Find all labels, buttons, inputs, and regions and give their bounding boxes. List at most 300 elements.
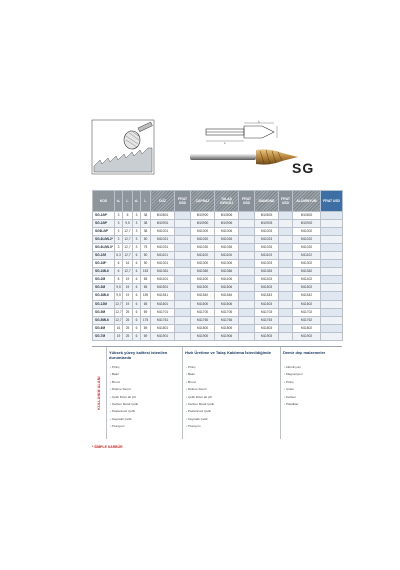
table-cell: 3 [133,228,141,236]
table-cell [175,276,191,284]
table-cell: M11701 [151,308,175,316]
table-cell [239,220,255,228]
table-cell: M11402 [293,276,321,284]
table-cell: 6 [123,212,133,220]
table-cell: M11541 [151,292,175,300]
table-cell [239,268,255,276]
table-cell: M11102 [293,252,321,260]
list-item: • Dökme Demir [110,386,183,393]
table-cell: M10806 [215,212,239,220]
table-cell: M11363 [255,268,279,276]
list-item: • Paslanmaz Çelik [110,408,183,415]
list-item: • Magnezyum [284,371,343,378]
table-cell: M11502 [293,284,321,292]
header-row [93,191,343,212]
table-cell: M11706 [215,308,239,316]
table-cell: M11033 [255,244,279,252]
table-cell: 50 [141,260,151,268]
table-cell: SG-7M [93,332,115,340]
table-cell: M11763 [255,316,279,324]
table-cell: SG-6L/ML2* [93,236,115,244]
dimension-drawing [200,120,280,144]
table-cell: SG-1/M* [93,220,115,228]
table-cell: 3 [133,244,141,252]
spec-table-wrapper [92,190,342,341]
table-row [93,292,343,300]
table-cell: 65 [141,276,151,284]
table-cell: M11366 [215,268,239,276]
table-cell: 38 [141,228,151,236]
list-item: • Çinko [284,386,343,393]
table-cell [175,212,191,220]
table-cell: M11030 [191,244,215,252]
table-cell: 38 [141,220,151,228]
list-item: • Titanyum [186,423,281,430]
table-cell [321,324,343,332]
footnote: * SİMPLE KARBÜR [92,445,123,449]
column-header: ALÜMİNYUM [293,191,321,212]
column-header: l₁ [123,191,133,212]
table-cell: M11403 [255,276,279,284]
list-item: • Bronz [110,379,183,386]
table-row [93,308,343,316]
table-cell: 19 [123,276,133,284]
table-cell: M11036 [215,244,239,252]
table-cell [279,276,293,284]
table-cell: SG-5ML6 [93,316,115,324]
table-cell [321,300,343,308]
table-cell: 12,7 [123,244,133,252]
table-row [93,220,343,228]
table-row [93,228,343,236]
table-cell: M11306 [215,260,239,268]
table-cell: 9,5 [115,292,123,300]
table-row [93,212,343,220]
table-cell: 3 [115,220,123,228]
table-cell [239,252,255,260]
table-cell: 65 [141,300,151,308]
table-cell: 6 [133,284,141,292]
table-cell [321,260,343,268]
table-cell: M10903 [255,220,279,228]
table-row [93,252,343,260]
table-cell: SG-3M [93,284,115,292]
table-cell: M11902 [293,332,321,340]
table-cell [175,284,191,292]
table-cell: 19 [123,300,133,308]
list-item: • Karbon Metal Çelik [110,401,183,408]
table-cell: M11800 [191,324,215,332]
table-cell: SG-3ML6 [93,292,115,300]
table-cell: 8 [115,276,123,284]
table-cell [175,300,191,308]
table-cell: M11906 [215,332,239,340]
table-cell: M11031 [151,244,175,252]
burr-photo [190,146,300,168]
table-cell [239,260,255,268]
table-cell: 175 [141,316,151,324]
table-cell: M11542 [293,292,321,300]
table-cell: M11901 [151,332,175,340]
table-cell: M11760 [191,316,215,324]
table-cell [239,292,255,300]
column-header: DÜZ [151,191,175,212]
table-cell: M11600 [191,300,215,308]
column-header: DIAMOND [255,191,279,212]
table-cell: M11022 [293,236,321,244]
table-cell [321,252,343,260]
table-cell: M11020 [191,236,215,244]
table-cell: M10801 [151,212,175,220]
table-cell [175,316,191,324]
table-cell: 25 [123,308,133,316]
table-row [93,316,343,324]
table-cell: 16 [115,324,123,332]
table-cell: 6 [133,324,141,332]
table-cell: 12,7 [123,268,133,276]
table-cell: M11801 [151,324,175,332]
column-header: FİYAT USD [175,191,191,212]
table-cell: SG-2M [93,276,115,284]
table-cell [239,316,255,324]
table-cell: 69 [141,332,151,340]
table-cell: 6 [115,268,123,276]
table-cell: 16 [123,260,133,268]
table-cell: M11503 [255,284,279,292]
list-item: • Bakır [186,371,281,378]
table-cell: M11803 [255,324,279,332]
list-item: • Bronz [186,379,281,386]
table-cell: 25 [123,324,133,332]
table-cell [175,260,191,268]
table-cell: 69 [141,308,151,316]
table-cell: M11026 [215,236,239,244]
table-cell [321,228,343,236]
table-cell: SG-1/M* [93,212,115,220]
table-cell: M11766 [215,316,239,324]
table-cell: M11802 [293,324,321,332]
table-cell [239,212,255,220]
table-cell [239,276,255,284]
usage-list [183,364,281,431]
table-cell [279,300,293,308]
column-header: ÇAPRAZ [191,191,215,212]
table-cell [175,292,191,300]
table-cell: 19 [123,292,133,300]
table-cell: 6 [133,316,141,324]
table-cell [175,236,191,244]
table-cell [321,244,343,252]
table-cell: SG-1ML6 [93,268,115,276]
table-cell: M10802 [293,212,321,220]
table-cell: M11362 [293,268,321,276]
table-row [93,260,343,268]
table-cell: 6 [133,300,141,308]
table-cell [279,212,293,220]
table-cell: M11406 [215,276,239,284]
usage-column-fast-production [182,347,281,439]
table-cell: 159 [141,292,151,300]
table-cell: 19 [123,284,133,292]
usage-column-title: Demir dışı malzemeler [283,350,326,355]
table-cell: M10902 [293,220,321,228]
table-cell: M11603 [255,300,279,308]
table-cell [175,308,191,316]
table-cell [279,284,293,292]
table-cell [279,236,293,244]
table-cell: M10900 [191,220,215,228]
svg-text:l₂: l₂ [224,140,226,144]
table-cell [279,260,293,268]
table-cell: SG-1/M [93,252,115,260]
table-cell: SG-1M* [93,260,115,268]
table-cell: M11500 [191,284,215,292]
table-cell [321,276,343,284]
table-cell: 75 [141,244,151,252]
table-cell: 12,7 [115,308,123,316]
usage-column-title: Yüksek yüzey kalitesi istenilen durumlarda [109,350,168,360]
table-cell: M11601 [151,300,175,308]
usage-section [92,346,342,439]
table-cell: 38 [141,212,151,220]
table-cell [321,332,343,340]
table-cell: M11023 [255,236,279,244]
table-row [93,332,343,340]
table-cell [239,308,255,316]
table-cell [175,332,191,340]
table-cell: 12,7 [115,316,123,324]
table-cell: 9,5 [115,284,123,292]
table-cell: M11702 [293,308,321,316]
table-cell: M11002 [293,228,321,236]
table-cell [279,268,293,276]
table-cell: M11003 [255,228,279,236]
list-item: • Pirinç [110,364,183,371]
table-cell: M11546 [215,292,239,300]
table-cell: SG-6L/ML3* [93,244,115,252]
table-cell: M11506 [215,284,239,292]
table-cell [321,284,343,292]
table-cell: 6 [133,252,141,260]
table-row [93,268,343,276]
table-cell [239,324,255,332]
table-row [93,244,343,252]
usage-column-high-quality [106,347,183,439]
table-cell: SG-6M [93,324,115,332]
table-cell: M11360 [191,268,215,276]
table-cell: M11300 [191,260,215,268]
column-header: FİYAT USD [279,191,293,212]
table-cell: SG6L/M* [93,228,115,236]
table-cell: M11762 [293,316,321,324]
table-cell: 12,7 [123,228,133,236]
table-cell: 9,5 [123,220,133,228]
table-cell [279,308,293,316]
table-cell [175,220,191,228]
table-cell: M11021 [151,236,175,244]
table-cell: 3 [133,220,141,228]
table-cell [279,220,293,228]
list-item: • Bakır [110,371,183,378]
list-item: • Karbon Metal Çelik [186,401,281,408]
table-cell: M11101 [151,252,175,260]
table-cell: M11106 [215,252,239,260]
table-cell: 6 [133,332,141,340]
table-cell: M11001 [151,228,175,236]
table-cell [175,268,191,276]
usage-side-label [92,347,106,439]
table-cell: 65 [141,284,151,292]
table-cell: M10906 [215,220,239,228]
column-header: l₂ [141,191,151,212]
table-cell: M11400 [191,276,215,284]
table-cell: M11006 [215,228,239,236]
list-item: • Kaynaklı Çelik [186,416,281,423]
table-cell [239,332,255,340]
svg-text:l₁: l₁ [258,120,260,124]
list-item: • Kaynaklı Çelik [110,416,183,423]
table-cell: 3 [115,212,123,220]
list-item: • Plastikler [284,401,343,408]
table-cell: M11806 [215,324,239,332]
table-cell: 12,7 [115,300,123,308]
table-cell [321,268,343,276]
table-cell [239,228,255,236]
usage-list [281,364,343,408]
table-cell: SG-5M [93,308,115,316]
usage-list [107,364,183,431]
table-cell: M11900 [191,332,215,340]
table-cell: 25 [123,316,133,324]
list-item: • Dökme Demir [186,386,281,393]
table-cell: 3 [115,236,123,244]
table-cell: 3 [115,244,123,252]
usage-column-nonferrous [280,347,343,439]
table-cell [321,220,343,228]
table-cell [279,228,293,236]
table-cell: 25 [123,332,133,340]
table-cell: M11032 [293,244,321,252]
spec-table [92,190,343,341]
table-cell: M11703 [255,308,279,316]
table-cell: 3 [133,236,141,244]
table-cell: M11761 [151,316,175,324]
column-header: FİYAT USD [321,191,343,212]
table-cell [175,244,191,252]
product-illustration [90,118,340,188]
table-cell: 6 [115,260,123,268]
list-item: • Pirinç [186,364,281,371]
table-cell: M11543 [255,292,279,300]
product-code-label: SG [292,160,315,176]
column-header: d₁ [115,191,123,212]
table-cell [321,212,343,220]
table-cell: 69 [141,324,151,332]
table-cell: 6 [133,260,141,268]
table-cell: 6,3 [115,252,123,260]
table-cell: M11540 [191,292,215,300]
table-row [93,324,343,332]
table-cell: M11100 [191,252,215,260]
table-cell: M10901 [151,220,175,228]
table-cell: 19 [115,332,123,340]
cutting-application-drawing [90,118,156,176]
table-cell: M11301 [151,260,175,268]
spec-table-header [93,191,343,212]
table-cell [321,316,343,324]
usage-column-title: Hızlı Üretime ve Talaş Kaldırma İstenildiğinde [185,350,271,355]
table-cell [279,324,293,332]
list-item: • Paslanmaz Çelik [186,408,281,415]
table-cell: 6 [133,268,141,276]
table-cell: 6 [133,308,141,316]
table-cell [279,332,293,340]
table-cell: M11103 [255,252,279,260]
table-cell [279,316,293,324]
table-cell [321,236,343,244]
table-cell: 6 [133,292,141,300]
table-cell: 50 [141,236,151,244]
list-item: • Çelik Dövü alt çift [186,394,281,401]
table-row [93,300,343,308]
table-cell: M11602 [293,300,321,308]
table-cell: M11302 [293,260,321,268]
table-cell: 153 [141,268,151,276]
table-row [93,284,343,292]
table-cell [239,244,255,252]
column-header: KOD [93,191,115,212]
table-cell: M11903 [255,332,279,340]
usage-side-text: KULLANIM ALANI [97,376,101,410]
table-cell: M11606 [215,300,239,308]
table-cell [239,284,255,292]
table-cell: 12,7 [123,236,133,244]
table-cell [175,252,191,260]
table-cell: M11700 [191,308,215,316]
spec-table-body [93,212,343,341]
table-cell [321,292,343,300]
table-cell: M11000 [191,228,215,236]
table-cell [175,228,191,236]
list-item: • Pirinç [284,379,343,386]
table-cell: M11361 [151,268,175,276]
table-cell: M10803 [255,212,279,220]
table-cell: SG-12M [93,300,115,308]
table-cell: M11501 [151,284,175,292]
table-cell [321,308,343,316]
list-item: • Çelik Dövü alt çift [110,394,183,401]
table-cell: M10900 [191,212,215,220]
column-header: d₂ [133,191,141,212]
table-cell [279,252,293,260]
table-cell: 6 [133,276,141,284]
table-row [93,276,343,284]
column-header: TALAŞ KIRICILI [215,191,239,212]
table-cell [279,292,293,300]
table-row [93,236,343,244]
table-cell: M11401 [151,276,175,284]
table-cell [175,324,191,332]
table-cell: 3 [115,228,123,236]
table-cell [239,300,255,308]
list-item: • Alüminyum [284,364,343,371]
table-cell: 3 [133,212,141,220]
table-cell: 50 [141,252,151,260]
table-cell [279,244,293,252]
list-item: • Titanyum [110,423,183,430]
table-cell: M11303 [255,260,279,268]
list-item: • Karbon [284,394,343,401]
